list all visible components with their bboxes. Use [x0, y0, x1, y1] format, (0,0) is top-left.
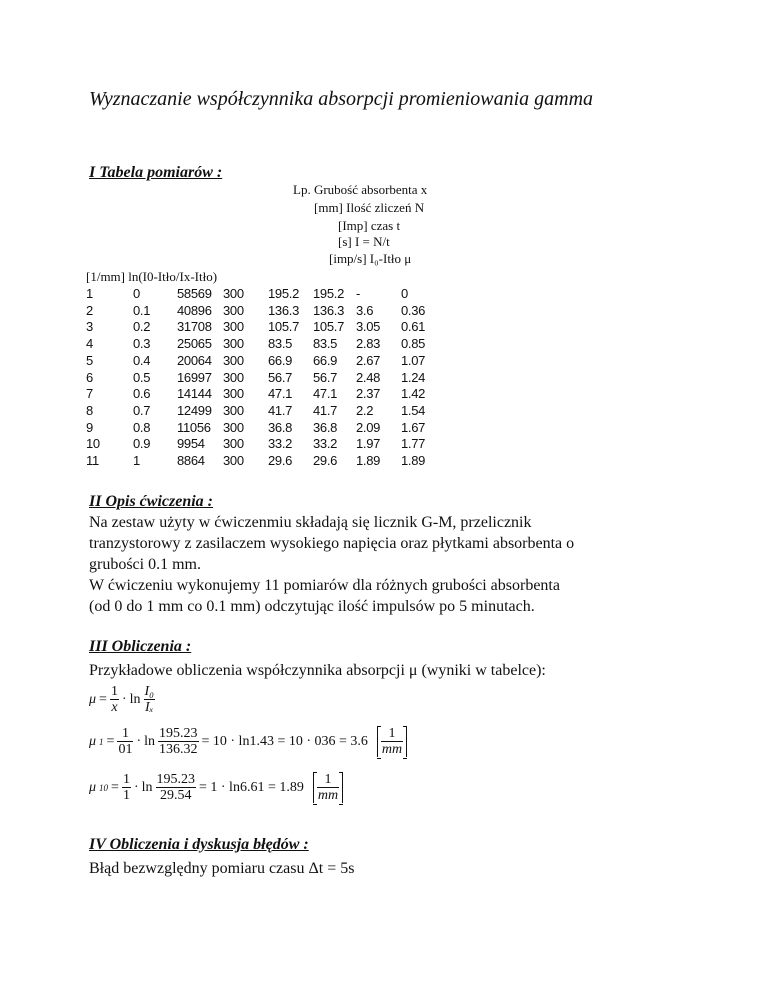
table-cell: 16997	[177, 369, 212, 385]
table-cell: 0.2	[133, 319, 151, 335]
table-header-line-4: [s] I = N/t	[338, 234, 390, 249]
table-row	[86, 336, 441, 353]
fraction-one-over-x	[110, 684, 119, 715]
fraction-numerator: 1	[122, 772, 130, 787]
table-cell: 56.7	[313, 369, 338, 385]
table-cell: 36.8	[268, 419, 293, 435]
table-cell: 195.2	[268, 286, 300, 301]
table-cell: 300	[223, 286, 244, 301]
table-cell: 4	[86, 336, 93, 352]
ln-operator: ln	[129, 691, 141, 707]
table-row	[86, 286, 441, 303]
table-cell: 300	[223, 352, 244, 368]
unit-bracket	[313, 772, 343, 803]
table-cell: 2.67	[356, 352, 381, 368]
table-cell: 1.42	[401, 386, 426, 402]
mu-symbol: μ	[89, 733, 97, 749]
table-cell: 6	[86, 369, 93, 385]
table-cell: 300	[223, 419, 244, 435]
table-row	[86, 453, 441, 470]
table-cell: 20064	[177, 352, 212, 368]
dot-operator: ·	[133, 779, 139, 795]
table-cell: 5	[86, 352, 93, 368]
table-cell: 1.89	[356, 453, 381, 469]
table-cell: 0	[401, 286, 408, 301]
mu-symbol: μ	[89, 691, 97, 707]
table-cell: 195.2	[313, 286, 345, 301]
table-cell: 300	[223, 302, 244, 318]
table-cell: 0.1	[133, 302, 151, 318]
table-row	[86, 403, 441, 420]
formula-general	[89, 684, 155, 715]
table-cell: 300	[223, 402, 244, 418]
table-cell: 66.9	[268, 352, 293, 368]
unit-fraction	[381, 726, 403, 757]
table-cell: 1.24	[401, 369, 426, 385]
table-header-line-1: Lp. Grubość absorbenta x	[293, 182, 428, 197]
table-cell: 2.83	[356, 336, 381, 352]
table-cell: 12499	[177, 402, 212, 418]
unit-bracket	[377, 726, 407, 757]
fraction-denominator: x	[111, 700, 118, 715]
fraction-numerator: 1	[117, 726, 133, 742]
table-cell: 300	[223, 436, 244, 452]
calc-result: = 1 · ln6.61 = 1.89	[199, 779, 304, 795]
table-cell: 83.5	[268, 336, 293, 352]
description-line-4: W ćwiczeniu wykonujemy 11 pomiarów dla różnych grubości absorbenta	[89, 577, 560, 594]
table-cell: 83.5	[313, 336, 338, 352]
equals-sign: =	[106, 733, 115, 749]
table-cell: 1.54	[401, 402, 426, 418]
table-cell: 47.1	[268, 386, 293, 402]
table-cell: 1.89	[401, 453, 426, 469]
table-cell: 300	[223, 386, 244, 402]
unit-fraction	[317, 772, 339, 803]
table-cell: 0.6	[133, 386, 151, 402]
table-cell: 7	[86, 386, 93, 402]
mu-symbol: μ	[89, 779, 97, 795]
unit-denominator: mm	[317, 788, 339, 803]
table-cell: 2.37	[356, 386, 381, 402]
table-cell: 66.9	[313, 352, 338, 368]
table-cell: 105.7	[313, 319, 345, 335]
table-header-line-3: [Imp] czas t	[338, 218, 401, 233]
table-cell: 40896	[177, 302, 212, 318]
table-cell: 105.7	[268, 319, 300, 335]
dot-operator: ·	[121, 691, 127, 707]
formula-example-1	[89, 726, 407, 757]
table-cell: 0	[133, 286, 140, 301]
fraction-denominator: 1	[122, 788, 130, 803]
error-line: Błąd bezwzględny pomiaru czasu Δt = 5s	[89, 860, 355, 877]
table-row	[86, 303, 441, 320]
table-header-line-2: [mm] Ilość zliczeń N	[314, 200, 425, 215]
unit-numerator: 1	[381, 726, 403, 742]
table-cell: 8	[86, 402, 93, 418]
mu-subscript: 1	[99, 736, 104, 747]
table-cell: 300	[223, 319, 244, 335]
description-line-1: Na zestaw użyty w ćwiczenmiu składają się licznik G-M, przelicznik	[89, 514, 532, 531]
fraction-denominator: 01	[118, 742, 133, 757]
fraction-numerator: 195.23	[159, 726, 198, 741]
description-line-5: (od 0 do 1 mm co 0.1 mm) odczytując ilość impulsów po 5 minutach.	[89, 598, 535, 615]
fraction-numerator: I₀	[144, 684, 155, 699]
table-cell: 300	[223, 336, 244, 352]
table-cell: 10	[86, 436, 100, 452]
dot-operator: ·	[136, 733, 142, 749]
unit-denominator: mm	[381, 742, 403, 757]
description-line-2: tranzystorowy z zasilaczem wysokiego napięcia oraz płytkami absorbenta o	[89, 535, 575, 552]
fraction-intensity	[158, 726, 199, 757]
table-cell: 29.6	[313, 453, 338, 469]
fraction-intensity	[144, 684, 156, 715]
table-cell: 0.61	[401, 319, 426, 335]
table-cell: 0.36	[401, 302, 426, 318]
fraction-denominator: Iₓ	[144, 700, 154, 715]
ln-operator: ln	[141, 779, 153, 795]
table-cell: 36.8	[313, 419, 338, 435]
table-row	[86, 319, 441, 336]
table-cell: 47.1	[313, 386, 338, 402]
table-cell: 31708	[177, 319, 212, 335]
section-2-heading: II Opis ćwiczenia :	[89, 493, 213, 510]
table-row	[86, 436, 441, 453]
table-cell: 2.48	[356, 369, 381, 385]
table-cell: 41.7	[268, 402, 293, 418]
fraction-numerator: 195.23	[156, 772, 195, 787]
table-cell: 41.7	[313, 402, 338, 418]
fraction-denominator: 29.54	[160, 788, 192, 803]
table-row	[86, 370, 441, 387]
table-cell: 29.6	[268, 453, 293, 469]
fraction-numerator: 1	[110, 684, 118, 699]
ln-operator: ln	[144, 733, 155, 749]
table-row	[86, 386, 441, 403]
table-cell: 0.9	[133, 436, 151, 452]
formula-example-10	[89, 772, 343, 803]
fraction-denominator: 136.32	[159, 742, 198, 757]
table-cell: 25065	[177, 336, 212, 352]
calc-intro: Przykładowe obliczenia współczynnika absorpcji μ (wyniki w tabelce):	[89, 662, 546, 679]
table-cell: 0.5	[133, 369, 151, 385]
table-row	[86, 420, 441, 437]
table-cell: 1	[133, 453, 140, 469]
table-cell: 14144	[177, 386, 212, 402]
section-3-heading: III Obliczenia :	[89, 638, 192, 655]
table-cell: 11	[86, 453, 99, 469]
table-cell: 300	[223, 369, 244, 385]
table-header-line-5: [imp/s] I₀-Itło μ	[329, 251, 412, 266]
table-cell: 56.7	[268, 369, 293, 385]
table-cell: 9954	[177, 436, 205, 452]
table-cell: 0.85	[401, 336, 426, 352]
table-cell: 1	[86, 286, 93, 301]
section-1-heading: I Tabela pomiarów :	[89, 164, 223, 181]
mu-subscript: 10	[99, 782, 109, 793]
table-cell: 8864	[177, 453, 205, 469]
equals-sign: =	[99, 691, 107, 707]
table-cell: 9	[86, 419, 93, 435]
table-cell: 0.8	[133, 419, 151, 435]
table-cell: 2.2	[356, 402, 374, 418]
table-cell: 11056	[177, 419, 211, 435]
table-cell: 1.07	[401, 352, 426, 368]
table-cell: 0.7	[133, 402, 151, 418]
table-cell: -	[356, 286, 361, 301]
table-cell: 3.6	[356, 302, 374, 318]
table-header-line-6: [1/mm] ln(I0-Itło/Ix-Itło)	[86, 269, 218, 284]
calc-result: = 10 · ln1.43 = 10 · 036 = 3.6	[201, 733, 368, 749]
table-cell: 0.3	[133, 336, 151, 352]
table-cell: 3	[86, 319, 93, 335]
equals-sign: =	[111, 779, 119, 795]
table-cell: 300	[223, 453, 244, 469]
table-cell: 58569	[177, 286, 212, 301]
table-cell: 1.77	[401, 436, 426, 452]
unit-numerator: 1	[317, 772, 339, 788]
table-cell: 2.09	[356, 419, 381, 435]
fraction-one-over-x	[117, 726, 133, 757]
section-4-heading: IV Obliczenia i dyskusja błędów :	[89, 836, 309, 853]
table-cell: 33.2	[268, 436, 293, 452]
table-cell: 1.67	[401, 419, 426, 435]
table-cell: 33.2	[313, 436, 338, 452]
fraction-intensity	[156, 772, 197, 803]
table-cell: 136.3	[313, 302, 345, 318]
table-cell: 3.05	[356, 319, 381, 335]
table-cell: 136.3	[268, 302, 300, 318]
table-cell: 0.4	[133, 352, 151, 368]
measurement-table	[86, 286, 441, 470]
description-line-3: grubości 0.1 mm.	[89, 556, 201, 573]
table-cell: 2	[86, 302, 93, 318]
page-title: Wyznaczanie współczynnika absorpcji promieniowania gamma	[89, 88, 594, 110]
fraction-one-over-x	[122, 772, 131, 803]
table-cell: 1.97	[356, 436, 381, 452]
table-row	[86, 353, 441, 370]
